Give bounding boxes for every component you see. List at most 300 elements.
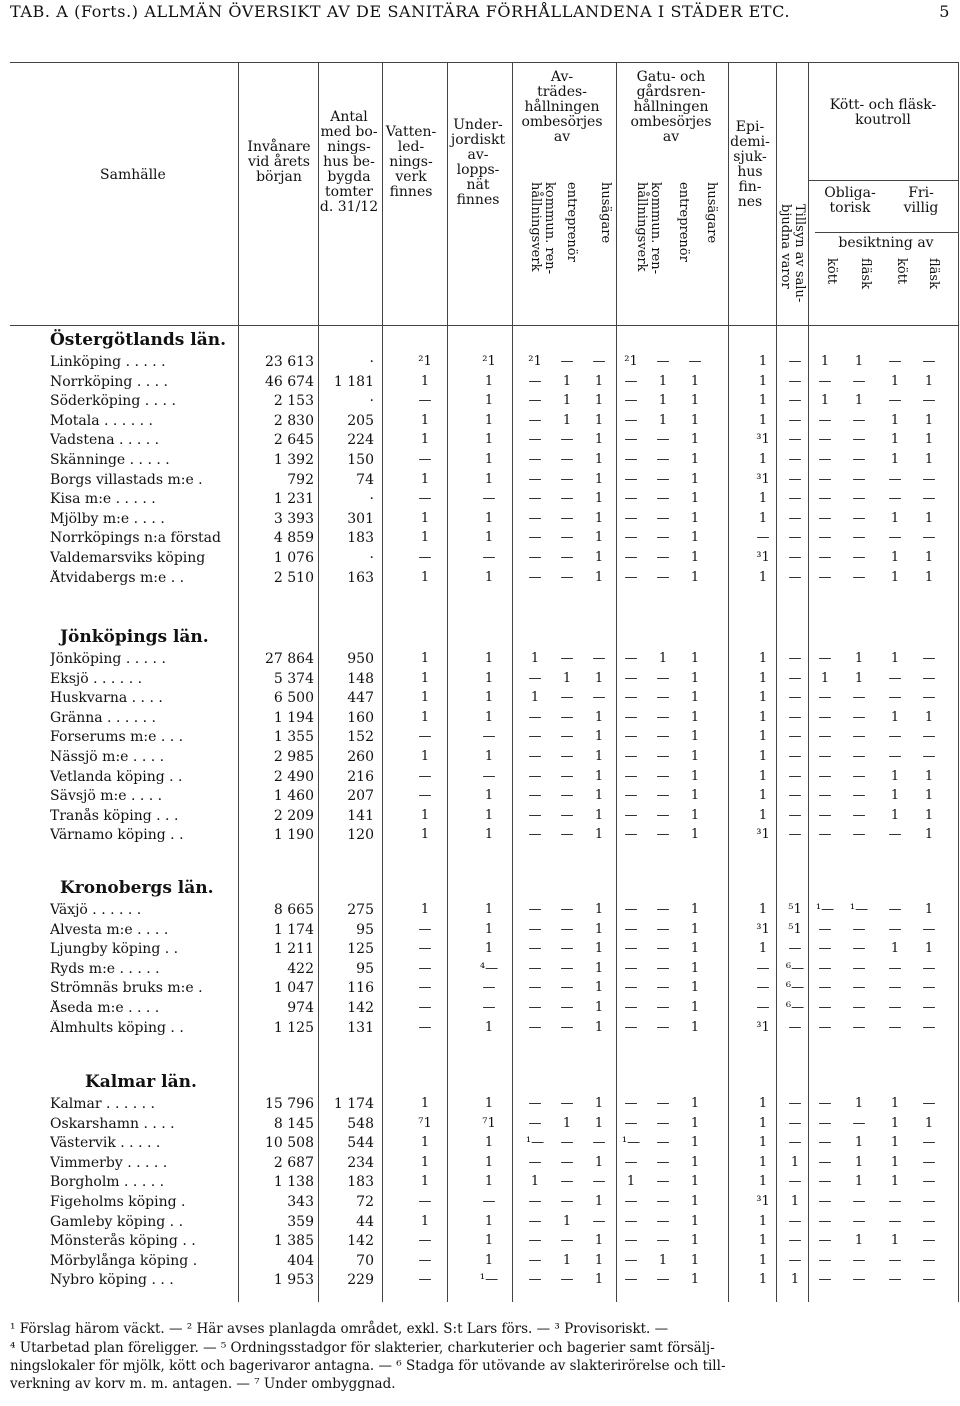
table-cell: 116 [347,980,374,997]
table-cell: 1 [690,432,700,448]
table-cell: 1 [690,412,700,428]
table-cell: — [922,1174,936,1190]
table-cell: 1 125 [273,1019,314,1036]
table-cell: — [656,788,670,804]
table-cell: 207 [347,788,374,805]
table-cell: 1 [420,651,430,666]
table-cell: — [560,432,574,448]
table-cell: — [656,1115,670,1131]
table-cell: — [888,980,902,996]
table-cell: — [818,921,832,937]
table-cell: — [656,807,670,823]
table-cell: 1 [758,709,768,725]
page-number: 5 [939,2,950,21]
table-cell: — [852,452,866,467]
table-cell: 1 [790,1154,800,1170]
table-cell: — [624,980,638,996]
row-label: Oskarshamn . . . . [50,1115,175,1132]
table-cell: — [418,1272,432,1288]
table-cell: — [888,530,902,546]
table-cell: 1 [758,510,768,526]
table-cell: — [560,1272,574,1288]
table-cell: — [418,1194,432,1209]
table-cell: 1 [420,1135,430,1151]
table-cell: 1 [690,1233,700,1249]
table-cell: 1 [690,1115,700,1131]
table-cell: 1 [420,530,430,546]
table-cell: — [592,1213,606,1229]
table-cell: 163 [347,569,374,586]
table-cell: 1 [890,1154,900,1170]
table-cell: — [624,569,638,585]
table-cell: — [656,452,670,467]
table-cell: 1 [594,1115,604,1131]
table-cell: ¹— [479,1272,499,1288]
table-cell: 1 [594,510,604,526]
table-cell: · [369,491,374,508]
table-cell: — [560,1174,574,1190]
table-cell: — [656,1194,670,1209]
table-cell: 1 [594,749,604,764]
row-label: Värnamo köping . . [50,827,184,844]
table-cell: — [624,670,638,686]
table-cell: — [624,510,638,526]
table-cell: 152 [347,729,374,746]
table-cell: — [756,530,770,546]
table-cell: 8 665 [273,902,314,918]
table-cell: — [888,921,902,937]
table-cell: 1 [484,530,494,546]
table-cell: 1 [420,1096,430,1111]
table-cell: 1 [594,827,604,843]
header-kommun-renhallning-2: kommun. ren- hållningsverk [634,182,663,275]
table-cell: 1 [854,1135,864,1151]
table-cell: 1 [758,452,768,467]
table-cell: — [624,902,638,917]
table-cell: — [818,1272,832,1288]
table-cell: 142 [347,1000,374,1016]
table-cell: 1 [924,510,934,526]
table-cell: — [818,530,832,546]
table-cell: — [528,412,542,428]
table-cell: 1 [658,393,668,409]
table-cell: — [624,491,638,507]
row-label: Växjö . . . . . . [50,902,142,918]
table-cell: 1 [690,1096,700,1111]
table-cell: — [528,902,542,917]
table-cell: — [418,729,432,745]
table-cell: ³1 [756,1194,770,1209]
table-cell: 974 [287,1000,314,1016]
table-cell: 1 [690,393,700,409]
table-cell: 1 [690,1174,700,1190]
table-cell: 1 [562,373,572,389]
table-cell: 1 [484,569,494,585]
table-cell: 1 [758,768,768,784]
table-cell: — [922,1213,936,1229]
table-cell: — [818,432,832,448]
table-cell: 1 [924,1115,934,1131]
table-cell: 1 [484,393,494,409]
table-cell: — [656,768,670,784]
table-cell: 1 [924,768,934,784]
table-cell: — [922,1272,936,1288]
table-cell: — [528,510,542,526]
table-cell: 1 [690,1000,700,1015]
section-heading: Kalmar län. [85,1072,197,1092]
table-cell: — [656,960,670,976]
row-label: Skänninge . . . . . [50,452,170,468]
table-cell: — [624,709,638,725]
header-entreprenor-1: entreprenör [564,182,579,262]
table-cell: 1 [924,941,934,957]
table-cell: — [624,1154,638,1170]
table-cell: 1 [924,827,934,843]
table-cell: — [560,550,574,565]
table-cell: 1 [484,412,494,428]
table-cell: 150 [347,452,374,468]
table-cell: ³1 [756,432,770,448]
table-cell: — [922,1252,936,1268]
table-cell: 1 [890,788,900,804]
table-cell: 1 [758,1174,768,1190]
table-cell: — [418,1019,432,1035]
table-cell: — [656,749,670,764]
row-label: Norrköpings n:a förstad [50,530,221,547]
table-cell: — [788,1252,802,1268]
table-cell: — [818,510,832,526]
table-cell: — [560,1135,574,1151]
header-gatu: Gatu- och gårdsren- hållningen ombesörjes av [630,69,712,145]
table-cell: 1 [594,1019,604,1035]
table-cell: — [624,729,638,745]
table-cell: — [852,941,866,957]
table-cell: 1 [594,530,604,546]
table-cell: 1 [594,729,604,745]
table-cell: 23 613 [265,354,314,370]
table-cell: — [788,1233,802,1249]
table-cell: 1 [854,651,864,666]
table-cell: ⁵1 [788,921,802,937]
table-cell: — [852,471,866,487]
header-epidemi: Epi- demi- sjuk- hus fin- nes [730,119,770,210]
table-cell: 183 [347,1174,374,1191]
table-cell: — [560,569,574,585]
table-cell: — [528,827,542,843]
table-cell: 1 [890,807,900,823]
table-cell: 1 [420,569,430,585]
table-cell: 1 [890,510,900,526]
table-cell: 1 [690,569,700,585]
table-cell: — [818,1000,832,1015]
row-label: Forserums m:e . . . [50,729,184,746]
table-cell: 1 [594,412,604,428]
table-cell: — [656,471,670,487]
table-cell: — [818,550,832,565]
table-cell: — [560,354,574,369]
table-cell: — [922,1019,936,1035]
table-cell: — [852,1019,866,1035]
table-cell: — [560,768,574,784]
table-cell: 1 [890,432,900,448]
table-cell: 1 953 [273,1272,314,1289]
header-underjord: Under- jordiskt av- lopps- nät finnes [450,117,506,208]
table-cell: 1 [594,1154,604,1170]
header-husagare-2: husägare [704,182,719,244]
table-cell: 1 [420,510,430,526]
table-cell: — [528,393,542,409]
table-cell: — [788,749,802,764]
table-cell: — [624,373,638,389]
table-cell: 1 [924,550,934,565]
table-cell: 1 [690,373,700,389]
table-cell: 1 047 [273,980,314,997]
table-cell: 1 [594,980,604,996]
header-flask-2: fläsk [926,258,941,289]
table-cell: — [528,373,542,389]
table-cell: — [560,471,574,487]
table-cell: 1 [690,1213,700,1229]
table-cell: 1 [690,670,700,686]
table-cell: 275 [347,902,374,918]
table-cell: 1 [854,354,864,369]
table-cell: — [528,729,542,745]
table-cell: — [788,393,802,409]
table-cell: 1 [530,1174,540,1190]
table-cell: — [788,412,802,428]
table-cell: 1 [420,373,430,389]
table-cell: — [418,491,432,507]
table-cell: — [560,1096,574,1111]
table-cell: — [922,670,936,686]
table-cell: — [788,432,802,448]
table-cell: — [922,354,936,369]
table-cell: — [818,569,832,585]
table-cell: 1 [690,729,700,745]
row-label: Borgs villastads m:e . [50,471,203,488]
table-cell: — [624,1252,638,1268]
table-cell: — [852,1272,866,1288]
section-heading: Jönköpings län. [60,627,209,647]
table-cell: ⁷1 [418,1115,432,1131]
table-cell: 5 374 [273,670,314,687]
row-label: Tranås köping . . . [50,807,179,824]
table-cell: 1 [594,670,604,686]
table-cell: — [888,1213,902,1229]
table-cell: 544 [347,1135,374,1152]
table-cell: 2 490 [273,768,314,785]
table-cell: — [624,1096,638,1111]
table-cell: — [818,1154,832,1170]
table-cell: 792 [287,471,314,488]
table-cell: 1 355 [273,729,314,746]
table-cell: — [788,530,802,546]
table-cell: 1 [594,807,604,823]
table-cell: 1 [658,1252,668,1268]
table-cell: — [624,393,638,409]
header-samhalle: Samhälle [100,167,166,183]
header-obligatorisk: Obliga- torisk [824,185,876,216]
table-cell: — [788,670,802,686]
table-cell: — [852,1194,866,1209]
table-cell: 27 864 [265,651,314,667]
table-cell: — [818,491,832,507]
table-cell: 1 [758,788,768,804]
table-cell: 1 [924,412,934,428]
table-cell: 1 [594,393,604,409]
table-cell: 1 [420,709,430,725]
table-cell: — [528,670,542,686]
table-cell: 1 [690,921,700,937]
table-cell: 1 [420,471,430,487]
table-cell: 1 [594,1194,604,1209]
table-cell: — [528,471,542,487]
table-cell: — [560,651,574,666]
table-cell: 1 [690,709,700,725]
table-cell: — [560,729,574,745]
table-cell: — [482,729,496,745]
table-cell: — [528,1194,542,1209]
table-cell: 1 [690,550,700,565]
table-cell: 1 [758,1096,768,1111]
table-cell: — [788,491,802,507]
table-cell: 1 [758,569,768,585]
table-cell: — [922,749,936,764]
table-cell: — [818,960,832,976]
table-cell: 1 [758,412,768,428]
table-cell: 1 [758,393,768,409]
table-cell: 131 [347,1019,374,1036]
table-cell: 1 [890,1174,900,1190]
header-husagare-1: husägare [598,182,613,244]
table-cell: 1 [758,1213,768,1229]
table-cell: 1 [530,690,540,706]
table-cell: 1 [690,827,700,843]
row-label: Ryds m:e . . . . . [50,960,160,977]
table-cell: — [756,960,770,976]
table-cell: ⁶— [785,960,805,976]
table-cell: ³1 [756,1019,770,1035]
table-cell: 1 [530,651,540,666]
row-label: Eksjö . . . . . . [50,670,143,687]
table-cell: 1 [484,1233,494,1249]
table-cell: 2 985 [273,749,314,765]
table-cell: — [656,432,670,448]
table-cell: 1 [484,373,494,389]
table-cell: — [788,768,802,784]
table-cell: 301 [347,510,374,527]
page-title: TAB. A (Forts.) ALLMÄN ÖVERSIKT AV DE SANITÄRA FÖRHÅLLANDENA I STÄDER ETC. [10,2,791,21]
table-cell: — [852,550,866,565]
table-cell: 205 [347,412,374,429]
table-cell: — [528,1096,542,1111]
table-cell: 1 [484,827,494,843]
table-cell: ³1 [756,471,770,487]
header-kommun-renhallning-1: kommun. ren- hållningsverk [528,182,557,275]
header-kott-1: kött [824,258,839,285]
table-cell: — [418,1233,432,1249]
table-cell: 1 [758,491,768,507]
table-cell: — [922,530,936,546]
table-cell: 1 [562,670,572,686]
table-cell: 1 194 [273,709,314,726]
table-cell: 1 [758,690,768,706]
table-cell: 1 [562,1252,572,1268]
table-cell: 1 392 [273,452,314,468]
table-cell: 1 [890,412,900,428]
table-cell: 216 [347,768,374,785]
row-label: Huskvarna . . . . [50,690,163,707]
table-cell: 1 [890,651,900,666]
table-cell: — [560,452,574,467]
table-cell: — [788,569,802,585]
table-cell: — [528,491,542,507]
table-cell: 1 [758,651,768,666]
table-cell: 1 [890,709,900,725]
table-cell: — [528,569,542,585]
table-cell: — [528,1000,542,1015]
table-cell: — [818,471,832,487]
table-cell: 1 [924,569,934,585]
table-cell: 1 [890,550,900,565]
table-cell: — [818,827,832,843]
table-cell: 1 [758,1154,768,1170]
table-cell: 1 [658,373,668,389]
section-heading: Östergötlands län. [50,330,227,350]
table-cell: 1 [890,373,900,389]
table-cell: — [888,471,902,487]
table-cell: — [818,1174,832,1190]
table-cell: 1 [690,960,700,976]
row-label: Norrköping . . . . [50,373,168,390]
table-cell: — [818,373,832,389]
table-cell: 1 [594,1252,604,1268]
table-cell: 2 153 [273,393,314,410]
table-cell: 1 [484,1252,494,1268]
table-cell: 1 [484,941,494,957]
table-cell: 1 [758,1252,768,1268]
table-cell: — [528,960,542,976]
header-tillsyn: Tillsyn av salu- bjudna varor [778,204,807,303]
table-cell: — [418,1000,432,1015]
table-cell: 1 [758,729,768,745]
table-cell: — [788,1135,802,1151]
table-cell: — [852,491,866,507]
table-cell: 1 190 [273,827,314,844]
table-cell: — [922,651,936,666]
table-cell: 1 [658,651,668,666]
table-cell: — [624,550,638,565]
table-cell: 1 138 [273,1174,314,1191]
row-label: Strömnäs bruks m:e . [50,980,203,997]
table-cell: — [624,749,638,764]
table-cell: — [624,960,638,976]
table-cell: — [888,670,902,686]
table-cell: — [922,1194,936,1209]
table-cell: 95 [356,960,374,977]
table-cell: 1 [854,1154,864,1170]
table-cell: 2 209 [273,807,314,824]
table-cell: — [888,827,902,843]
table-cell: 1 [690,510,700,526]
table-cell: — [560,788,574,804]
table-cell: — [922,980,936,996]
table-cell: 1 [854,1233,864,1249]
table-cell: — [888,1019,902,1035]
table-cell: 15 796 [265,1096,314,1112]
table-cell: — [656,569,670,585]
table-cell: 1 [562,412,572,428]
